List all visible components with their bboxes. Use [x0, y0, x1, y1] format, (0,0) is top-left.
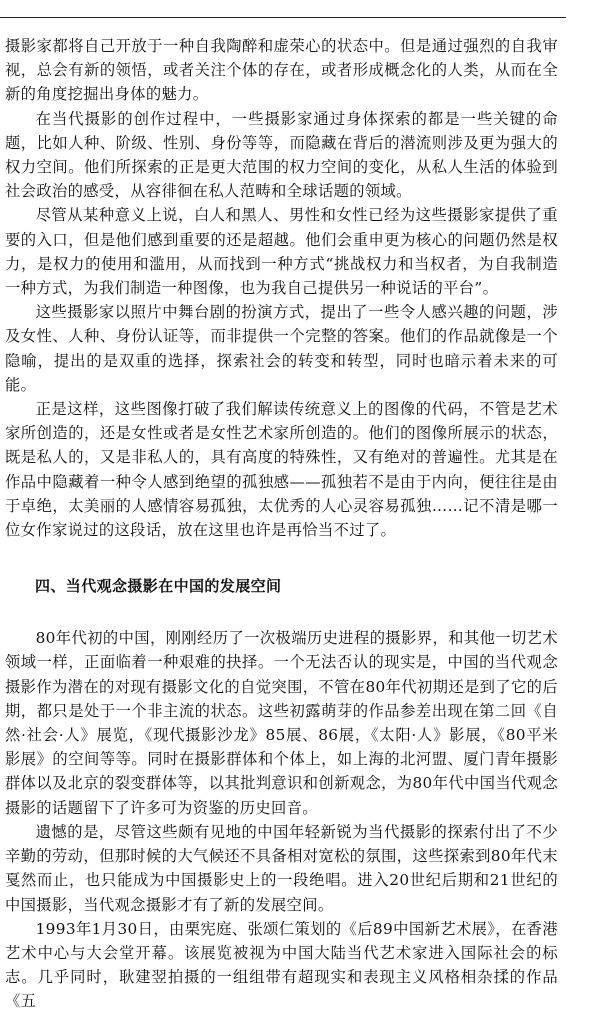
body-paragraph: 1993年1月30日，由栗宪庭、张颂仁策划的《后89中国新艺术展》，在香港艺术中心与大会堂开幕。该展览被视为中国大陆当代艺术家进入国际社会的标志。几乎同时，耿建翌拍摄的一组组带有超现实和表现主义风格相杂揉的作品《五 [5, 919, 558, 1011]
body-paragraph: 这些摄影家以照片中舞台剧的扮演方式，提出了一些令人感兴趣的问题，涉及女性、人种、身份认证等，而非提供一个完整的答案。他们的作品就像是一个隐喻，提出的是双重的选择，探索社会的转变和转型，同时也暗示着未来的可能。 [5, 303, 558, 394]
body-paragraph: 摄影家都将自己开放于一种自我陶醉和虚荣心的状态中。但是通过强烈的自我审视，总会有新的领悟，或者关注个体的存在，或者形成概念化的人类，从而在全新的角度挖掘出身体的魅力。 [5, 37, 558, 104]
header-rule [0, 17, 566, 18]
body-paragraph: 遗憾的是，尽管这些颇有见地的中国年轻新锐为当代摄影的探索付出了不少辛勤的劳动，但那时候的大气候还不具备相对宽松的氛围，这些探索到80年代末戛然而止，也只能成为中国摄影史上的一段绝唱。进入20世纪后期和21世纪的中国摄影，当代观念摄影才有了新的发展空间。 [5, 822, 558, 914]
section-heading: 四、当代观念摄影在中国的发展空间 [35, 577, 282, 596]
page-body [5, 34, 558, 1014]
body-paragraph: 80年代初的中国，刚刚经历了一次极端历史进程的摄影界，和其他一切艺术领域一样，正面临着一种艰难的抉择。一个无法否认的现实是，中国的当代观念摄影作为潜在的对现有摄影文化的自觉突围，不管在80年代初期还是到了它的后期，都只是处于一个非主流的状态。这些初露萌芽的作品参差出现在第二回《自然·社会·人》展览，《现代摄影沙龙》85展、86展，《太阳·人》影展，《80平米影展》的空间等等。同时在摄影群体和个体上，如上海的北河盟、厦门青年摄影群体以及北京的裂变群体等，以其批判意识和创新观念，为80年代中国当代观念摄影的话题留下了许多可为资鉴的历史回音。 [5, 629, 558, 817]
body-paragraph: 正是这样，这些图像打破了我们解读传统意义上的图像的代码，不管是艺术家所创造的，还是女性或者是女性艺术家所创造的。他们的图像所展示的状态，既是私人的，又是非私人的，具有高度的特殊性，又有绝对的普遍性。尤其是在作品中隐藏着一种令人感到绝望的孤独感——孤独若不是由于内向，便往往是由于卓绝，太美丽的人感情容易孤独，太优秀的人心灵容易孤独……记不清是哪一位女作家说过的这段话，放在这里也许是再恰当不过了。 [5, 400, 558, 540]
body-paragraph: 尽管从某种意义上说，白人和黑人、男性和女性已经为这些摄影家提供了重要的入口，但是他们感到重要的还是超越。他们会重申更为核心的问题仍然是权力，是权力的使用和滥用，从而找到一种方式“挑战权力和当权者，为自我制造一种方式，为我们制造一种图像，也为我自己提供另一种说话的平台”。 [5, 206, 558, 298]
body-paragraph: 在当代摄影的创作过程中，一些摄影家通过身体探索的都是一些关键的命题，比如人种、阶级、性别、身份等等，而隐藏在背后的潜流则涉及更为强大的权力空间。他们所探索的正是更大范围的权力空间的变化，从私人生活的体验到社会政治的感受，从容徘徊在私人范畴和全球话题的领域。 [5, 109, 558, 201]
